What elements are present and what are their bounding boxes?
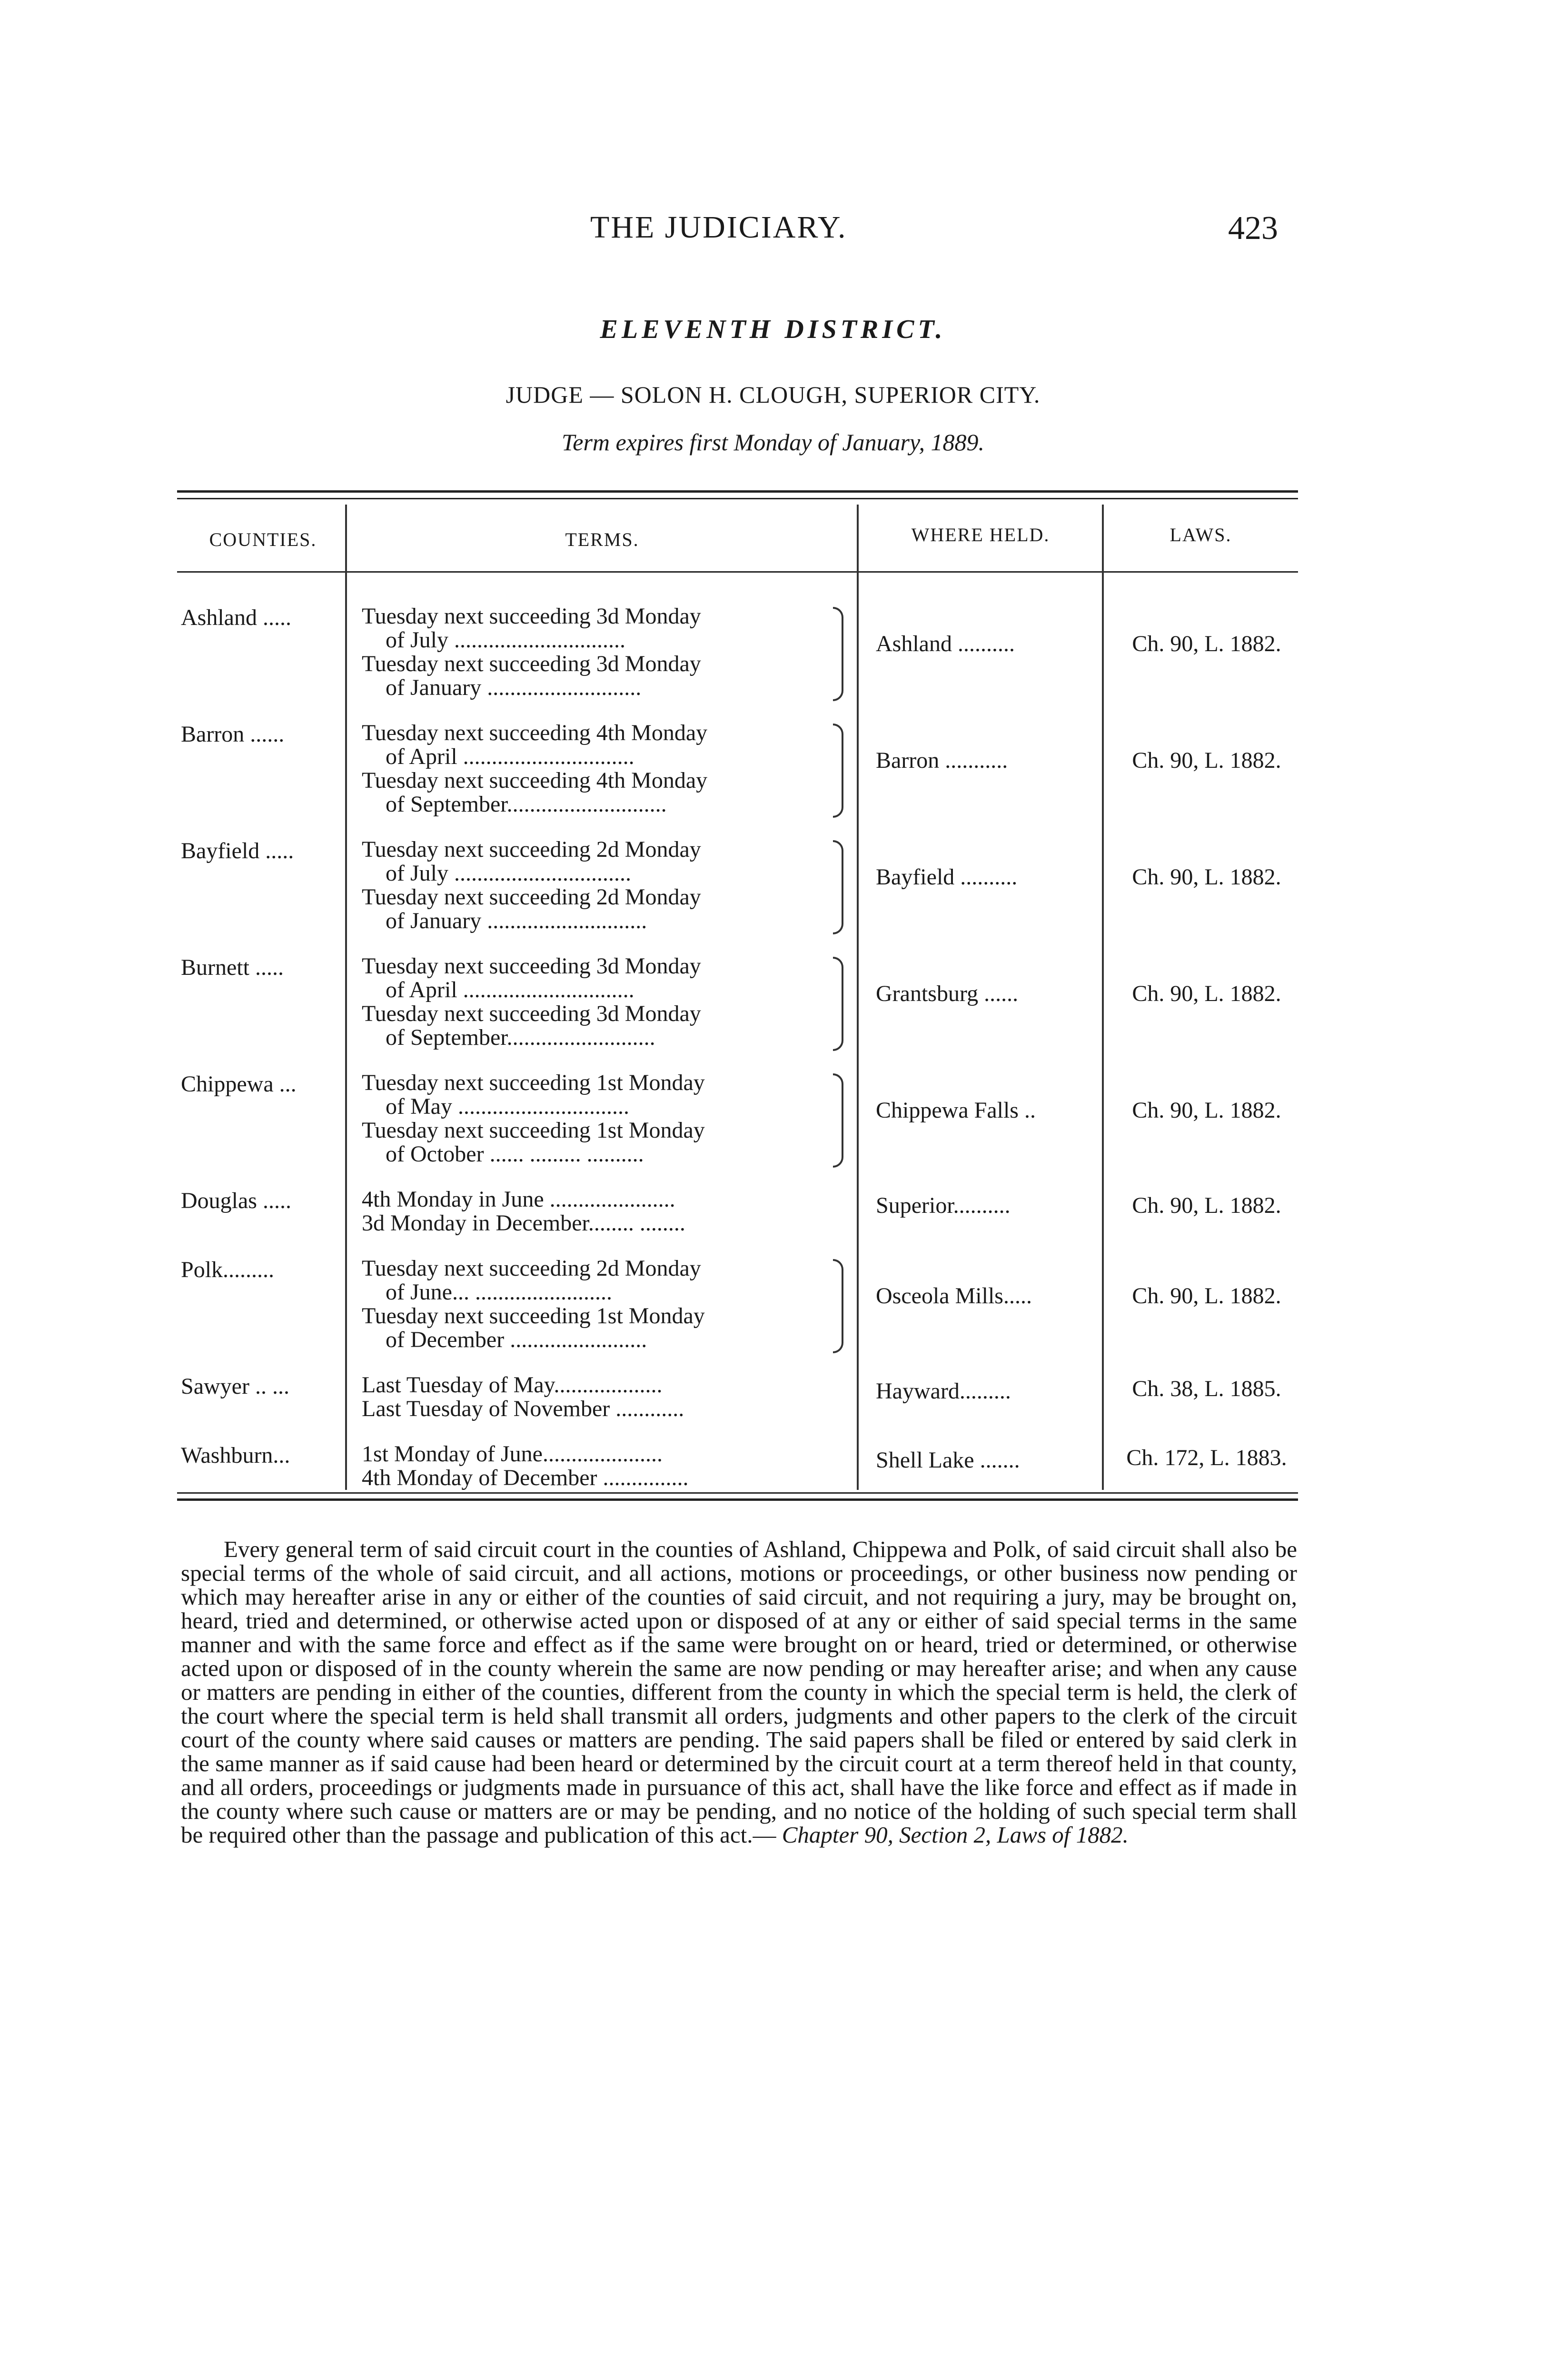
column-header-laws: LAWS.	[1169, 524, 1232, 545]
term-line: of October ...... ......... ..........	[386, 1142, 644, 1166]
where-held: Osceola Mills.....	[876, 1283, 1032, 1309]
county-name: Douglas .....	[181, 1188, 291, 1213]
where-held: Hayward.........	[876, 1378, 1011, 1404]
term-line: of September............................	[386, 793, 667, 816]
table-bottom-rule-thin	[177, 1492, 1298, 1494]
where-held: Chippewa Falls ..	[876, 1098, 1036, 1123]
term-line: Tuesday next succeeding 1st Monday	[362, 1071, 705, 1095]
term-line: 1st Monday of June.....................	[362, 1442, 663, 1466]
term-line: of January ............................	[386, 909, 647, 933]
term-line: of July ..............................	[386, 628, 625, 652]
term-line: 3d Monday in December........ ........	[362, 1211, 685, 1235]
brace	[833, 1073, 843, 1168]
table-top-rule	[177, 490, 1298, 493]
law-citation: Ch. 90, L. 1882.	[1132, 631, 1281, 656]
law-citation: Ch. 172, L. 1883.	[1126, 1445, 1287, 1470]
term-line: Tuesday next succeeding 4th Monday	[362, 721, 708, 745]
county-name: Ashland .....	[181, 605, 291, 630]
law-citation: Ch. 90, L. 1882.	[1132, 1098, 1281, 1123]
county-name: Barron ......	[181, 722, 285, 747]
county-name: Polk.........	[181, 1257, 275, 1282]
table-row	[181, 1188, 1299, 1235]
judge-line: JUDGE — SOLON H. CLOUGH, SUPERIOR CITY.	[505, 381, 1041, 408]
note-citation: Chapter 90, Section 2, Laws of 1882.	[782, 1822, 1129, 1848]
column-header-terms: TERMS.	[565, 529, 639, 550]
term-line: of December ........................	[386, 1328, 647, 1352]
term-line: Tuesday next succeeding 3d Monday	[362, 1002, 701, 1026]
column-header-where-held: WHERE HELD.	[911, 524, 1050, 545]
table-top-rule-thin	[177, 498, 1298, 499]
law-citation: Ch. 90, L. 1882.	[1132, 1193, 1281, 1218]
where-held: Bayfield ..........	[876, 864, 1018, 890]
table-row	[181, 1373, 1299, 1421]
term-line: Tuesday next succeeding 3d Monday	[362, 954, 701, 978]
term-line: of April ..............................	[386, 745, 634, 769]
law-citation: Ch. 38, L. 1885.	[1132, 1376, 1281, 1401]
law-citation: Ch. 90, L. 1882.	[1132, 981, 1281, 1006]
table-row	[181, 605, 1299, 700]
column-header-counties: COUNTIES.	[209, 529, 317, 550]
running-title: THE JUDICIARY.	[590, 210, 847, 245]
term-line: Tuesday next succeeding 2d Monday	[362, 885, 701, 909]
district-heading: ELEVENTH DISTRICT.	[600, 315, 946, 344]
where-held: Grantsburg ......	[876, 981, 1019, 1006]
table-row	[181, 838, 1299, 933]
law-citation: Ch. 90, L. 1882.	[1132, 864, 1281, 890]
law-citation: Ch. 90, L. 1882.	[1132, 1283, 1281, 1309]
term-line: Tuesday next succeeding 1st Monday	[362, 1304, 705, 1328]
where-held: Barron ...........	[876, 748, 1008, 773]
table-row	[181, 721, 1299, 816]
term-line: Tuesday next succeeding 4th Monday	[362, 769, 708, 793]
where-held: Shell Lake .......	[876, 1448, 1020, 1473]
table-row	[181, 954, 1299, 1050]
county-name: Chippewa ...	[181, 1071, 297, 1097]
term-line: of June... ........................	[386, 1280, 612, 1304]
term-line: of May ..............................	[386, 1095, 629, 1119]
brace	[833, 724, 843, 818]
county-name: Washburn...	[181, 1443, 290, 1468]
table-row	[181, 1071, 1299, 1166]
brace	[833, 607, 843, 701]
term-line: Tuesday next succeeding 3d Monday	[362, 652, 701, 676]
term-line: of September..........................	[386, 1026, 655, 1050]
term-line: 4th Monday of December ...............	[362, 1466, 689, 1490]
term-line: of July ...............................	[386, 862, 631, 885]
explanatory-note	[181, 1537, 1297, 1847]
brace	[833, 840, 843, 934]
note-body: Every general term of said circuit court in the counties of Ashland, Chippewa and Polk, of said circuit shall also be special terms of the whole of said circuit, and all actions, motions or proceedings, or other business now pending or which may hereafter arise in any or either of the counties of said circuit, and not requiring a jury, may be brought on, heard, tried and determined, or otherwise acted upon or disposed of at any or either of said special terms in the same manner and with the same force and effect as if the same were brought on or heard, tried or determined, or otherwise acted upon or disposed of in the county wherein the same are now pending or may hereafter arise; and when any cause or matters are pending in either of the counties, different from the county in which the special term is held, the clerk of the court where the special term is held shall transmit all orders, judgments and other papers to the clerk of the circuit court of the county where said causes or matters are pending. The said papers shall be filed or entered by said clerk in the same manner as if said cause had been heard or determined by the circuit court at a term thereof held in that county, and all orders, proceedings or judgments made in pursuance of this act, shall have the like force and effect as if made in the county where such cause or matters are or may be pending, and no notice of the holding of such special term shall be required other than the passage and publication of this act.—	[181, 1536, 1297, 1848]
table-row	[181, 1257, 1299, 1352]
county-name: Bayfield .....	[181, 838, 294, 863]
term-line: Tuesday next succeeding 2d Monday	[362, 838, 701, 862]
page-number: 423	[1228, 210, 1278, 247]
county-name: Burnett .....	[181, 955, 284, 980]
table-bottom-rule	[177, 1498, 1298, 1501]
term-line: Tuesday next succeeding 3d Monday	[362, 605, 701, 628]
term-line: Tuesday next succeeding 2d Monday	[362, 1257, 701, 1280]
term-line: Term expires first Monday of January, 1889.	[562, 429, 984, 456]
term-line: Tuesday next succeeding 1st Monday	[362, 1119, 705, 1142]
brace	[833, 1259, 843, 1353]
county-name: Sawyer .. ...	[181, 1374, 289, 1399]
term-line: of January ...........................	[386, 676, 642, 700]
term-line: Last Tuesday of May...................	[362, 1373, 663, 1397]
where-held: Ashland ..........	[876, 631, 1015, 656]
term-line: Last Tuesday of November ............	[362, 1397, 684, 1421]
term-line: of April ..............................	[386, 978, 634, 1002]
brace	[833, 957, 843, 1051]
term-line: 4th Monday in June ......................	[362, 1188, 675, 1211]
table-row	[181, 1442, 1299, 1490]
where-held: Superior..........	[876, 1193, 1011, 1218]
law-citation: Ch. 90, L. 1882.	[1132, 748, 1281, 773]
